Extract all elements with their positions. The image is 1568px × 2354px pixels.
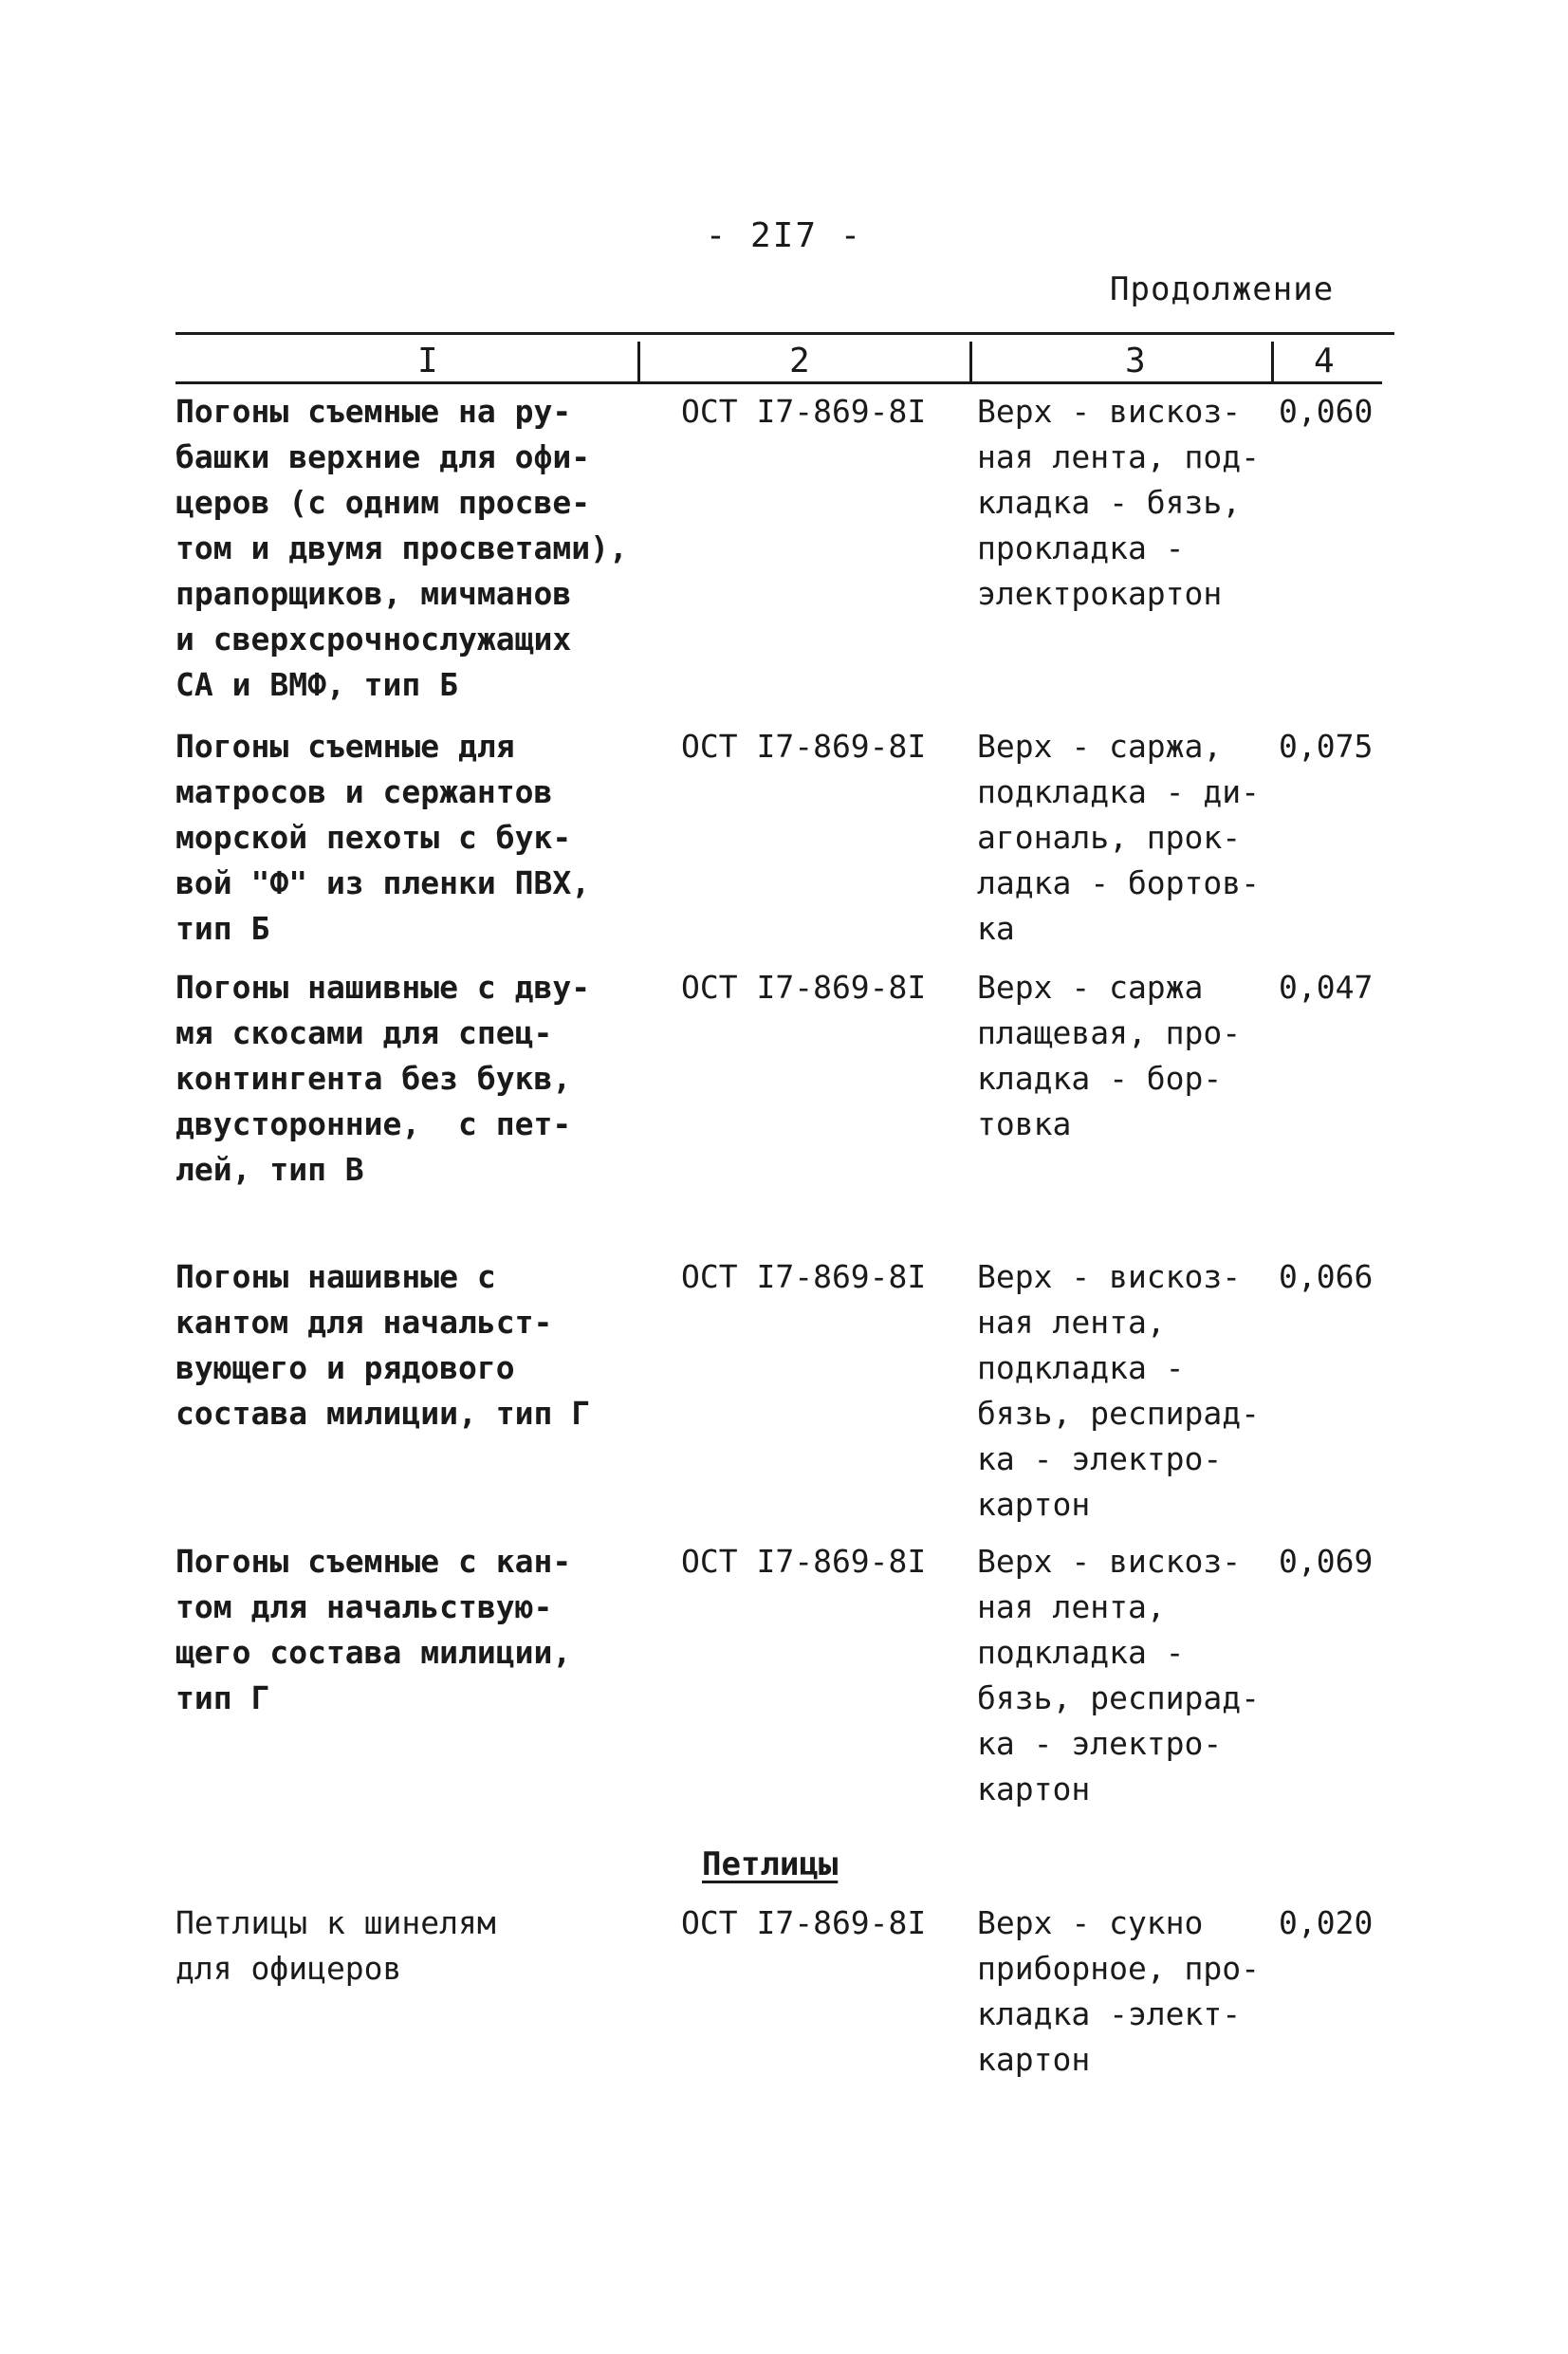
column-header-3: 3 (1125, 342, 1146, 380)
section-title: Петлицы (702, 1845, 839, 1883)
row-name: Погоны нашивные с кантом для начальст- вующего и рядового состава милиции, тип Г (175, 1258, 591, 1432)
row-material: Верх - саржа, подкладка - ди- агональ, прок- ладка - бортов- ка (977, 728, 1261, 947)
table-header-rule (175, 381, 1382, 384)
column-header-1: I (417, 342, 438, 380)
row-material: Верх - вискоз- ная лента, подкладка - бязь, респирад- ка - электро- картон (977, 1258, 1261, 1523)
row-name: Петлицы к шинелям для офицеров (175, 1904, 496, 1987)
column-separator (637, 342, 640, 381)
column-separator (1271, 342, 1274, 381)
row-standard: ОСТ I7-869-8I (681, 1904, 927, 1941)
row-material: Верх - саржа плащевая, про- кладка - бор- товка (977, 969, 1242, 1142)
row-value: 0,060 (1279, 393, 1374, 430)
row-standard: ОСТ I7-869-8I (681, 1258, 927, 1295)
continuation-label: Продолжение (1110, 270, 1335, 308)
row-standard: ОСТ I7-869-8I (681, 969, 927, 1006)
column-separator (969, 342, 972, 381)
column-header-4: 4 (1314, 342, 1335, 380)
row-standard: ОСТ I7-869-8I (681, 728, 927, 765)
page-number: - 2I7 - (705, 216, 863, 255)
row-name: Погоны съемные с кан- том для начальствую- щего состава милиции, тип Г (175, 1543, 572, 1716)
row-value: 0,075 (1279, 728, 1374, 765)
row-value: 0,069 (1279, 1543, 1374, 1580)
row-value: 0,020 (1279, 1904, 1374, 1941)
row-name: Погоны съемные для матросов и сержантов морской пехоты с бук- вой "Ф" из пленки ПВХ, тип Б (175, 728, 591, 947)
row-value: 0,047 (1279, 969, 1374, 1006)
table-top-rule (175, 332, 1390, 335)
row-material: Верх - вискоз- ная лента, подкладка - бязь, респирад- ка - электро- картон (977, 1543, 1261, 1807)
column-header-2: 2 (789, 342, 810, 380)
row-material: Верх - сукно приборное, про- кладка -элект- картон (977, 1904, 1261, 2078)
row-standard: ОСТ I7-869-8I (681, 393, 927, 430)
row-standard: ОСТ I7-869-8I (681, 1543, 927, 1580)
table-top-rule-dashed (1366, 332, 1394, 335)
row-name: Погоны съемные на ру- башки верхние для офи- церов (с одним просве- том и двумя просветами), прапорщиков, мичманов и сверхсрочнослужащих СА и ВМФ, тип Б (175, 393, 628, 703)
row-value: 0,066 (1279, 1258, 1374, 1295)
row-name: Погоны нашивные с дву- мя скосами для спец- контингента без букв, двусторонние, с пет- лей, тип В (175, 969, 591, 1188)
row-material: Верх - вискоз- ная лента, под- кладка - бязь, прокладка - электрокартон (977, 393, 1261, 612)
